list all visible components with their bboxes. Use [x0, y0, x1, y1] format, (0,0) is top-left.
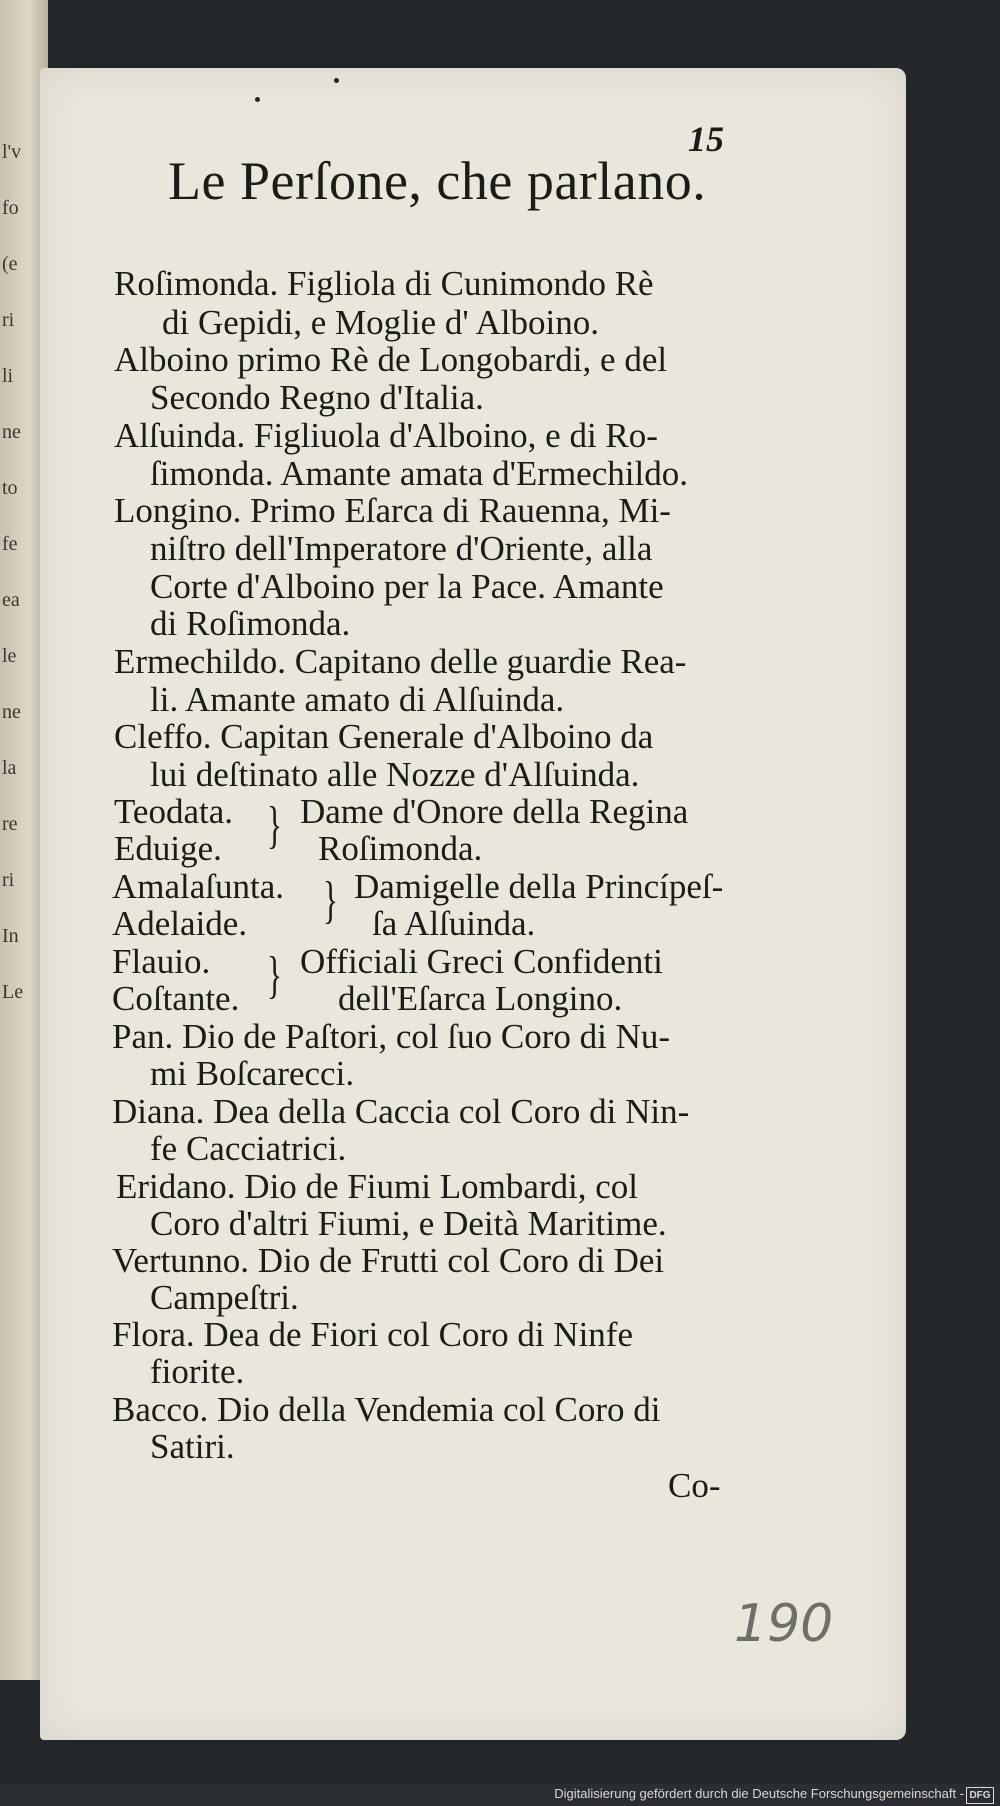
text-line: Dame d'Onore della Regina	[300, 792, 689, 831]
text-line: ſa Alſuinda.	[372, 904, 536, 943]
text-line: Teodata.	[114, 792, 234, 831]
facing-page-fragment: ne	[2, 421, 21, 443]
text-line: lui deſtinato alle Nozze d'Alſuinda.	[150, 755, 640, 794]
text-line: Amalaſunta.	[112, 867, 285, 906]
text-line: Flora. Dea de Fiori col Coro di Ninfe	[112, 1315, 634, 1354]
facing-page-fragment: In	[2, 925, 19, 947]
page-number: 15	[688, 119, 724, 159]
folio-number: 190	[734, 1594, 834, 1654]
brace-icon: }	[322, 872, 338, 929]
page-title: Le Perſone, che parlano.	[168, 151, 707, 211]
text-line: Bacco. Dio della Vendemia col Coro di	[112, 1390, 661, 1429]
facing-page-fragment: fe	[2, 533, 18, 555]
facing-page-fragment: re	[2, 813, 18, 835]
text-line: di Gepidi, e Moglie d' Alboino.	[162, 303, 599, 342]
dfg-logo: DFG	[966, 1787, 994, 1804]
text-line: Secondo Regno d'Italia.	[150, 378, 484, 417]
text-line: Roſimonda.	[318, 829, 483, 868]
facing-page-fragment: le	[2, 645, 17, 667]
facing-page-fragment: Le	[2, 981, 24, 1003]
text-line: Adelaide.	[112, 904, 248, 943]
text-line: Eduige.	[114, 829, 222, 868]
text-line: li. Amante amato di Alſuinda.	[150, 680, 565, 719]
text-line: ſimonda. Amante amata d'Ermechildo.	[150, 454, 688, 493]
facing-page-fragment: to	[2, 477, 18, 499]
funding-credit: Digitalisierung gefördert durch die Deutsche Forschungsgemeinschaft -	[554, 1786, 964, 1801]
text-line: dell'Eſarca Longino.	[338, 979, 623, 1018]
text-line: mi Boſcarecci.	[150, 1054, 355, 1093]
text-line: Officiali Greci Confidenti	[300, 942, 663, 981]
text-line: Corte d'Alboino per la Pace. Amante	[150, 567, 664, 606]
ink-speck	[255, 97, 260, 102]
text-line: Roſimonda. Figliola di Cunimondo Rè	[114, 264, 654, 303]
text-line: niſtro dell'Imperatore d'Oriente, alla	[150, 529, 653, 568]
facing-page-fragment: (e	[2, 253, 18, 275]
facing-page-fragment: fo	[2, 197, 19, 219]
brace-icon: }	[266, 797, 282, 854]
text-line: Pan. Dio de Paſtori, col ſuo Coro di Nu-	[112, 1017, 671, 1056]
text-line: Coſtante.	[112, 979, 240, 1018]
footer-bar	[0, 1784, 1000, 1806]
facing-page-fragment: l'v	[2, 141, 22, 163]
text-line: Diana. Dea della Caccia col Coro di Nin-	[112, 1092, 690, 1131]
text-line: Alſuinda. Figliuola d'Alboino, e di Ro-	[114, 416, 658, 455]
text-line: Campeſtri.	[150, 1278, 299, 1317]
text-line: Flauio.	[112, 942, 211, 981]
text-line: Cleffo. Capitan Generale d'Alboino da	[114, 717, 654, 756]
text-line: Damigelle della Princípeſ-	[354, 867, 724, 906]
ink-speck	[334, 78, 339, 83]
text-line: Ermechildo. Capitano delle guardie Rea-	[114, 642, 687, 681]
facing-page-fragment: li	[2, 365, 14, 387]
facing-page-fragment: ri	[2, 869, 15, 891]
text-line: Vertunno. Dio de Frutti col Coro di Dei	[112, 1241, 665, 1280]
text-line: Longino. Primo Eſarca di Rauenna, Mi-	[114, 491, 671, 530]
facing-page-fragment: ne	[2, 701, 21, 723]
text-line: di Roſimonda.	[150, 604, 351, 643]
text-line: Satiri.	[150, 1427, 235, 1466]
text-line: Coro d'altri Fiumi, e Deità Maritime.	[150, 1204, 667, 1243]
brace-icon: }	[266, 947, 282, 1004]
catchword: Co-	[668, 1466, 721, 1505]
text-line: fiorite.	[150, 1352, 245, 1391]
facing-page-fragment: la	[2, 757, 17, 779]
text-line: fe Cacciatrici.	[150, 1129, 347, 1168]
facing-page-fragment: ea	[2, 589, 20, 611]
text-line: Eridano. Dio de Fiumi Lombardi, col	[116, 1167, 638, 1206]
facing-page-fragment: ri	[2, 309, 15, 331]
text-line: Alboino primo Rè de Longobardi, e del	[114, 340, 668, 379]
